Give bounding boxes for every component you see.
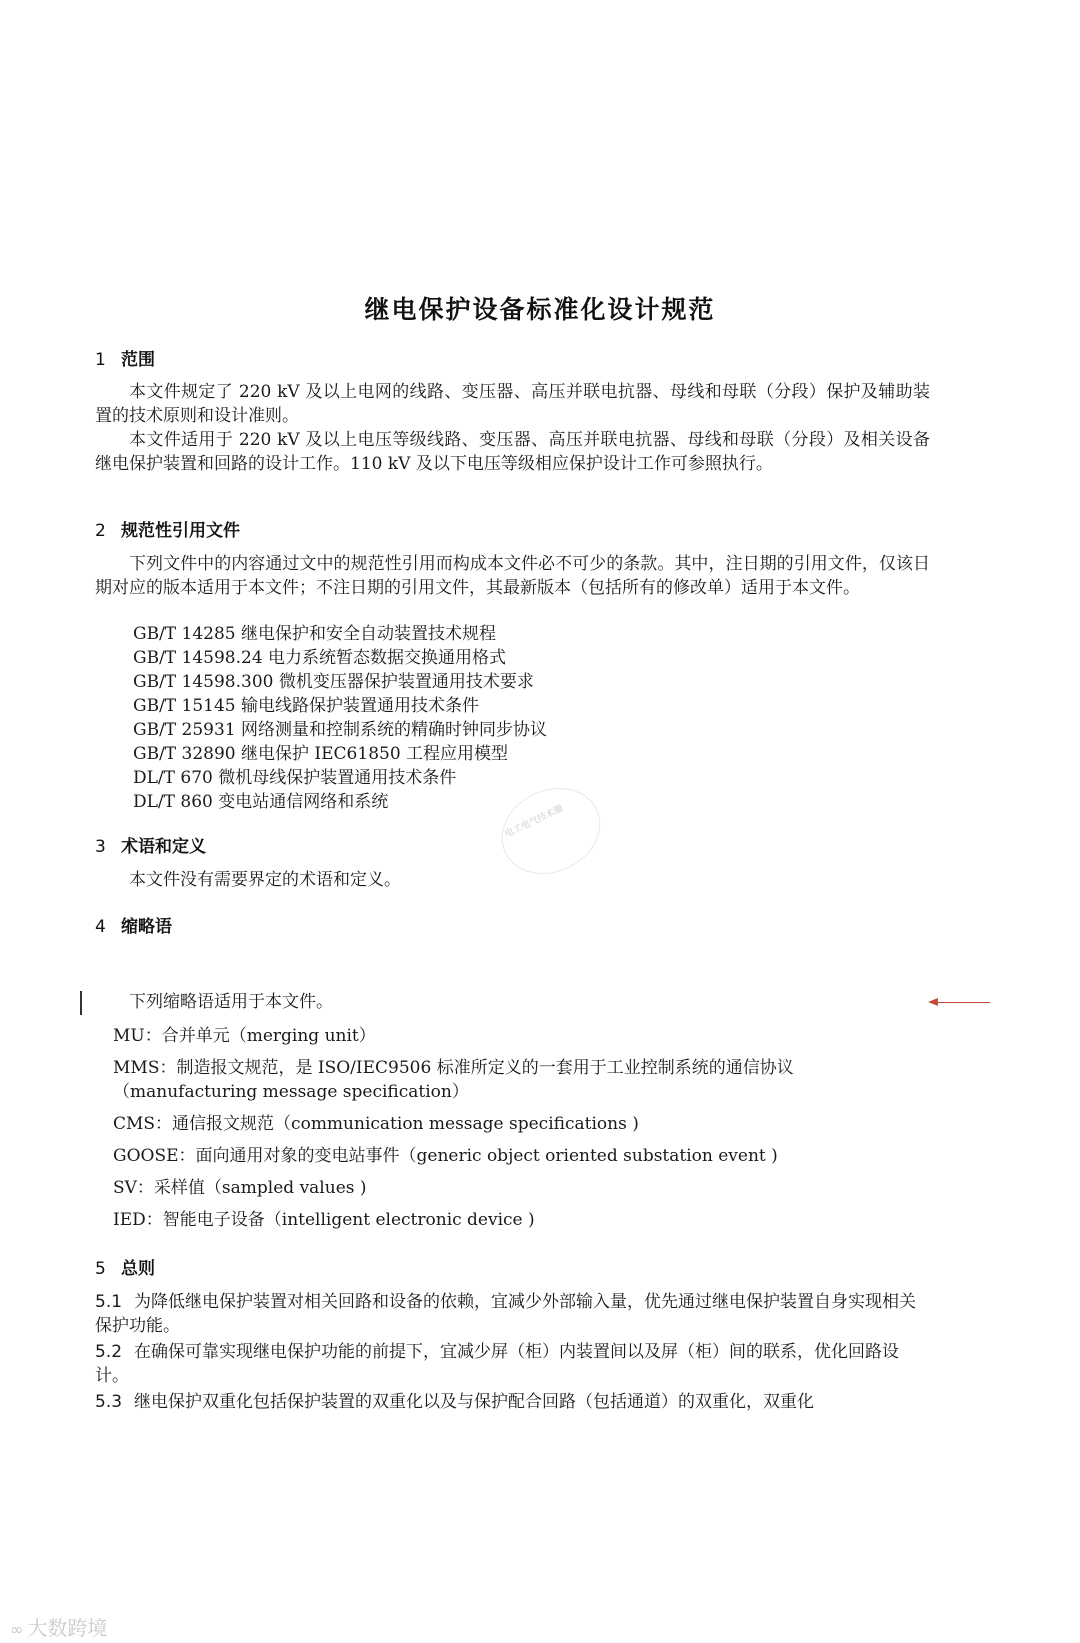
clause-number: 5.1 [95, 1292, 123, 1312]
section-1-paragraph-2: 本文件适用于 220 kV 及以上电压等级线路、变压器、高压并联电抗器、母线和母联（分段）及相关设备继电保护装置和回路的设计工作。110 kV 及以下电压等级相应保护设计工作可参照执行。 [95, 430, 930, 474]
clause-text: 继电保护双重化包括保护装置的双重化以及与保护配合回路（包括通道）的双重化，双重化 [134, 1392, 815, 1412]
section-1-paragraph-1: 本文件规定了 220 kV 及以上电网的线路、变压器、高压并联电抗器、母线和母联（分段）保护及辅助装置的技术原则和设计准则。 [95, 382, 930, 426]
section-4-heading [95, 912, 172, 937]
section-2-title: 规范性引用文件 [121, 521, 240, 541]
reference-item: GB/T 15145 输电线路保护装置通用技术条件 [133, 696, 480, 716]
clause-number: 5.3 [95, 1392, 123, 1412]
watermark [10, 1612, 107, 1641]
section-2-heading [95, 516, 240, 541]
section-4-paragraph-1: 下列缩略语适用于本文件。 [129, 992, 333, 1012]
section-2-paragraph-1: 下列文件中的内容通过文中的规范性引用而构成本文件必不可少的条款。其中，注日期的引用文件，仅该日期对应的版本适用于本文件；不注日期的引用文件，其最新版本（包括所有的修改单）适用于本文件。 [95, 554, 930, 598]
clause-text: 在确保可靠实现继电保护功能的前提下，宜减少屏（柜）内装置间以及屏（柜）间的联系，优化回路设计。 [95, 1342, 900, 1386]
seal-stamp-text: 电工电气技术圈 [503, 804, 565, 840]
clause-text: 为降低继电保护装置对相关回路和设备的依赖，宜减少外部输入量，优先通过继电保护装置自身实现相关保护功能。 [95, 1292, 917, 1336]
section-3-paragraph-1: 本文件没有需要界定的术语和定义。 [129, 870, 401, 890]
abbreviation-item: IED：智能电子设备（intelligent electronic device ) [113, 1210, 535, 1230]
section-5-number: 5 [95, 1259, 106, 1279]
clause-5-1 [95, 1290, 930, 1338]
reference-item: GB/T 14598.300 微机变压器保护装置通用技术要求 [133, 672, 534, 692]
reference-item: GB/T 14285 继电保护和安全自动装置技术规程 [133, 624, 497, 644]
annotation-arrow-icon [928, 998, 938, 1006]
abbreviation-item: MU：合并单元（merging unit） [113, 1026, 376, 1046]
reference-item: DL/T 860 变电站通信网络和系统 [133, 792, 389, 812]
reference-item: DL/T 670 微机母线保护装置通用技术条件 [133, 768, 457, 788]
abbreviation-item: CMS：通信报文规范（communication message specifications ) [113, 1114, 639, 1134]
section-5-heading [95, 1254, 155, 1279]
reference-item: GB/T 32890 继电保护 IEC61850 工程应用模型 [133, 744, 509, 764]
section-3-title: 术语和定义 [121, 837, 206, 857]
section-5-title: 总则 [121, 1259, 155, 1279]
section-1-heading [95, 345, 155, 370]
clause-5-3 [95, 1390, 930, 1414]
section-4-number: 4 [95, 917, 106, 937]
section-1-title: 范围 [121, 350, 155, 370]
clause-5-2 [95, 1340, 930, 1388]
reference-item: GB/T 25931 网络测量和控制系统的精确时钟同步协议 [133, 720, 548, 740]
section-4-title: 缩略语 [121, 917, 172, 937]
clause-number: 5.2 [95, 1342, 123, 1362]
section-3-number: 3 [95, 837, 106, 857]
abbreviation-item: SV：采样值（sampled values ) [113, 1178, 367, 1198]
text-cursor-bar [80, 991, 82, 1015]
abbreviation-item: MMS：制造报文规范，是 ISO/IEC9506 标准所定义的一套用于工业控制系统的通信协议（manufacturing message specification） [113, 1058, 794, 1102]
section-3-heading [95, 832, 206, 857]
section-2-number: 2 [95, 521, 106, 541]
section-1-number: 1 [95, 350, 106, 370]
reference-item: GB/T 14598.24 电力系统暂态数据交换通用格式 [133, 648, 507, 668]
annotation-arrow-line [938, 1002, 990, 1003]
abbreviation-item: GOOSE：面向通用对象的变电站事件（generic object oriented substation event ) [113, 1146, 778, 1166]
document-title: 继电保护设备标准化设计规范 [364, 295, 716, 324]
watermark-logo-icon: ∞ [10, 1620, 24, 1639]
watermark-text: 大数跨境 [27, 1616, 108, 1640]
